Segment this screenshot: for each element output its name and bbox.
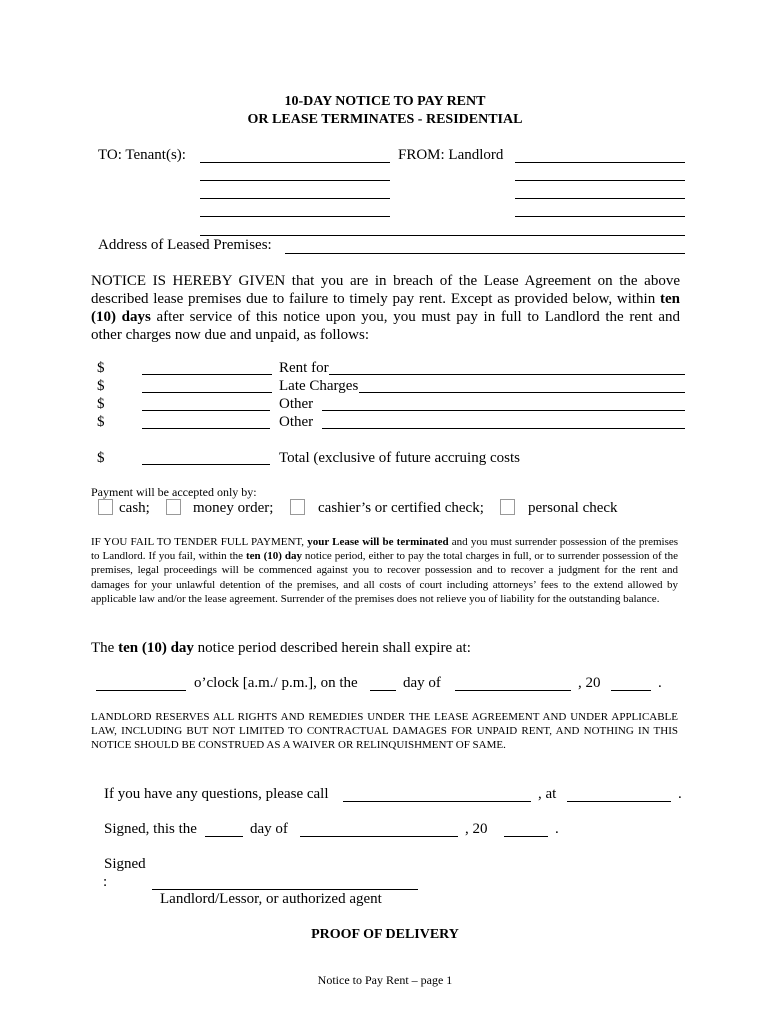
total-label: Total (exclusive of future accruing costs	[279, 450, 520, 466]
expire-month-line[interactable]	[455, 690, 571, 691]
late-charges-label: Late Charges	[279, 378, 359, 394]
oclock-label: o’clock [a.m./ p.m.], on the	[194, 675, 358, 691]
reserve-paragraph: LANDLORD RESERVES ALL RIGHTS AND REMEDIES UNDER THE LEASE AGREEMENT AND UNDER APPLICABLE LAW, INCLUDING BUT NOT LIMITED TO CONTRACTUAL DAMAGES FOR UNPAID RENT, AND NOTHING IN THIS NOTICE SHOULD BE CONSTRUED AS A WAIVER OR RELINQUISHMENT OF SAME.	[91, 711, 678, 752]
total-amount-line[interactable]	[142, 464, 270, 465]
signature-line[interactable]	[152, 889, 418, 890]
cash-label: cash;	[119, 500, 150, 516]
signed-year-label: , 20	[465, 821, 488, 837]
questions-phone-line[interactable]	[567, 801, 671, 802]
expire-day-line[interactable]	[370, 690, 396, 691]
rent-for-line[interactable]	[329, 374, 685, 375]
from-landlord-label: FROM: Landlord	[398, 147, 504, 163]
landlord-line-4[interactable]	[515, 216, 685, 217]
money-order-checkbox[interactable]	[166, 499, 181, 515]
tenant-line-4[interactable]	[200, 216, 390, 217]
page-footer: Notice to Pay Rent – page 1	[317, 973, 453, 987]
signed-this-label: Signed, this the	[104, 821, 197, 837]
currency-rent: $	[97, 360, 105, 376]
other1-label: Other	[279, 396, 314, 412]
late-amount-line[interactable]	[142, 392, 272, 393]
questions-period: .	[678, 786, 682, 802]
signed-colon: :	[103, 874, 108, 890]
signed-label: Signed	[104, 856, 146, 872]
signed-day-of-label: day of	[250, 821, 288, 837]
expire-year-label: , 20	[578, 675, 601, 691]
title-line-2: OR LEASE TERMINATES - RESIDENTIAL	[247, 112, 523, 127]
other2-desc-line[interactable]	[322, 428, 685, 429]
tenant-line-2[interactable]	[200, 180, 390, 181]
questions-at-label: , at	[538, 786, 557, 802]
signed-period: .	[555, 821, 559, 837]
tenant-line-3[interactable]	[200, 198, 390, 199]
expire-period: .	[658, 675, 662, 691]
questions-label: If you have any questions, please call	[104, 786, 329, 802]
currency-other-1: $	[97, 396, 105, 412]
address-line[interactable]	[285, 253, 685, 254]
expire-day-of-label: day of	[403, 675, 441, 691]
expire-hour-line[interactable]	[96, 690, 186, 691]
notice-paragraph: NOTICE IS HEREBY GIVEN that you are in breach of the Lease Agreement on the above described lease premises due to failure to timely pay rent. Except as provided below, within ten (10) days after service of this notice upon you, you must pay in full to Landlord the rent and other charges now due and unpaid, as follows:	[91, 273, 681, 343]
signed-year-line[interactable]	[504, 836, 548, 837]
signed-day-line[interactable]	[205, 836, 243, 837]
rent-amount-line[interactable]	[142, 374, 272, 375]
landlord-line-1[interactable]	[515, 162, 685, 163]
expire-year-line[interactable]	[611, 690, 651, 691]
questions-name-line[interactable]	[343, 801, 531, 802]
other2-label: Other	[279, 414, 314, 430]
other1-amount-line[interactable]	[142, 410, 270, 411]
title-line-1: 10-DAY NOTICE TO PAY RENT	[284, 94, 486, 109]
other2-amount-line[interactable]	[142, 428, 270, 429]
cashiers-check-checkbox[interactable]	[290, 499, 305, 515]
currency-other-2: $	[97, 414, 105, 430]
currency-total: $	[97, 450, 105, 466]
warning-paragraph: IF YOU FAIL TO TENDER FULL PAYMENT, your Lease will be terminated and you must surrender possession of the premises to Landlord. If you fail, within the ten (10) day notice period, either to pay the total charges in full, or to surrender possession of the premises, legal proceedings will be commenced against you to recover possession and to recover a judgment for the rent and damages for your unlawful detention of the premises, and all costs of court including attorneys’ fees to the extend allowed by applicable law and/or the lease agreement. Surrender of the premises does not relieve you of liability for the outstanding balance.	[91, 536, 679, 605]
landlord-line-3[interactable]	[515, 198, 685, 199]
signed-month-line[interactable]	[300, 836, 458, 837]
landlord-line-2[interactable]	[515, 180, 685, 181]
cash-checkbox[interactable]	[98, 499, 113, 515]
other1-desc-line[interactable]	[322, 410, 685, 411]
to-tenant-label: TO: Tenant(s):	[98, 147, 186, 163]
payment-label: Payment will be accepted only by:	[91, 485, 257, 499]
proof-of-delivery-heading: PROOF OF DELIVERY	[311, 927, 459, 942]
personal-check-checkbox[interactable]	[500, 499, 515, 515]
rent-label: Rent for	[279, 360, 329, 376]
signer-label: Landlord/Lessor, or authorized agent	[160, 891, 382, 907]
currency-late: $	[97, 378, 105, 394]
extra-address-line[interactable]	[200, 235, 685, 236]
money-order-label: money order;	[193, 500, 274, 516]
cashiers-check-label: cashier’s or certified check;	[318, 500, 484, 516]
tenant-line-1[interactable]	[200, 162, 390, 163]
address-label: Address of Leased Premises:	[98, 237, 272, 253]
late-charges-line[interactable]	[359, 392, 685, 393]
expire-sentence: The ten (10) day notice period described herein shall expire at:	[91, 640, 471, 656]
personal-check-label: personal check	[528, 500, 618, 516]
